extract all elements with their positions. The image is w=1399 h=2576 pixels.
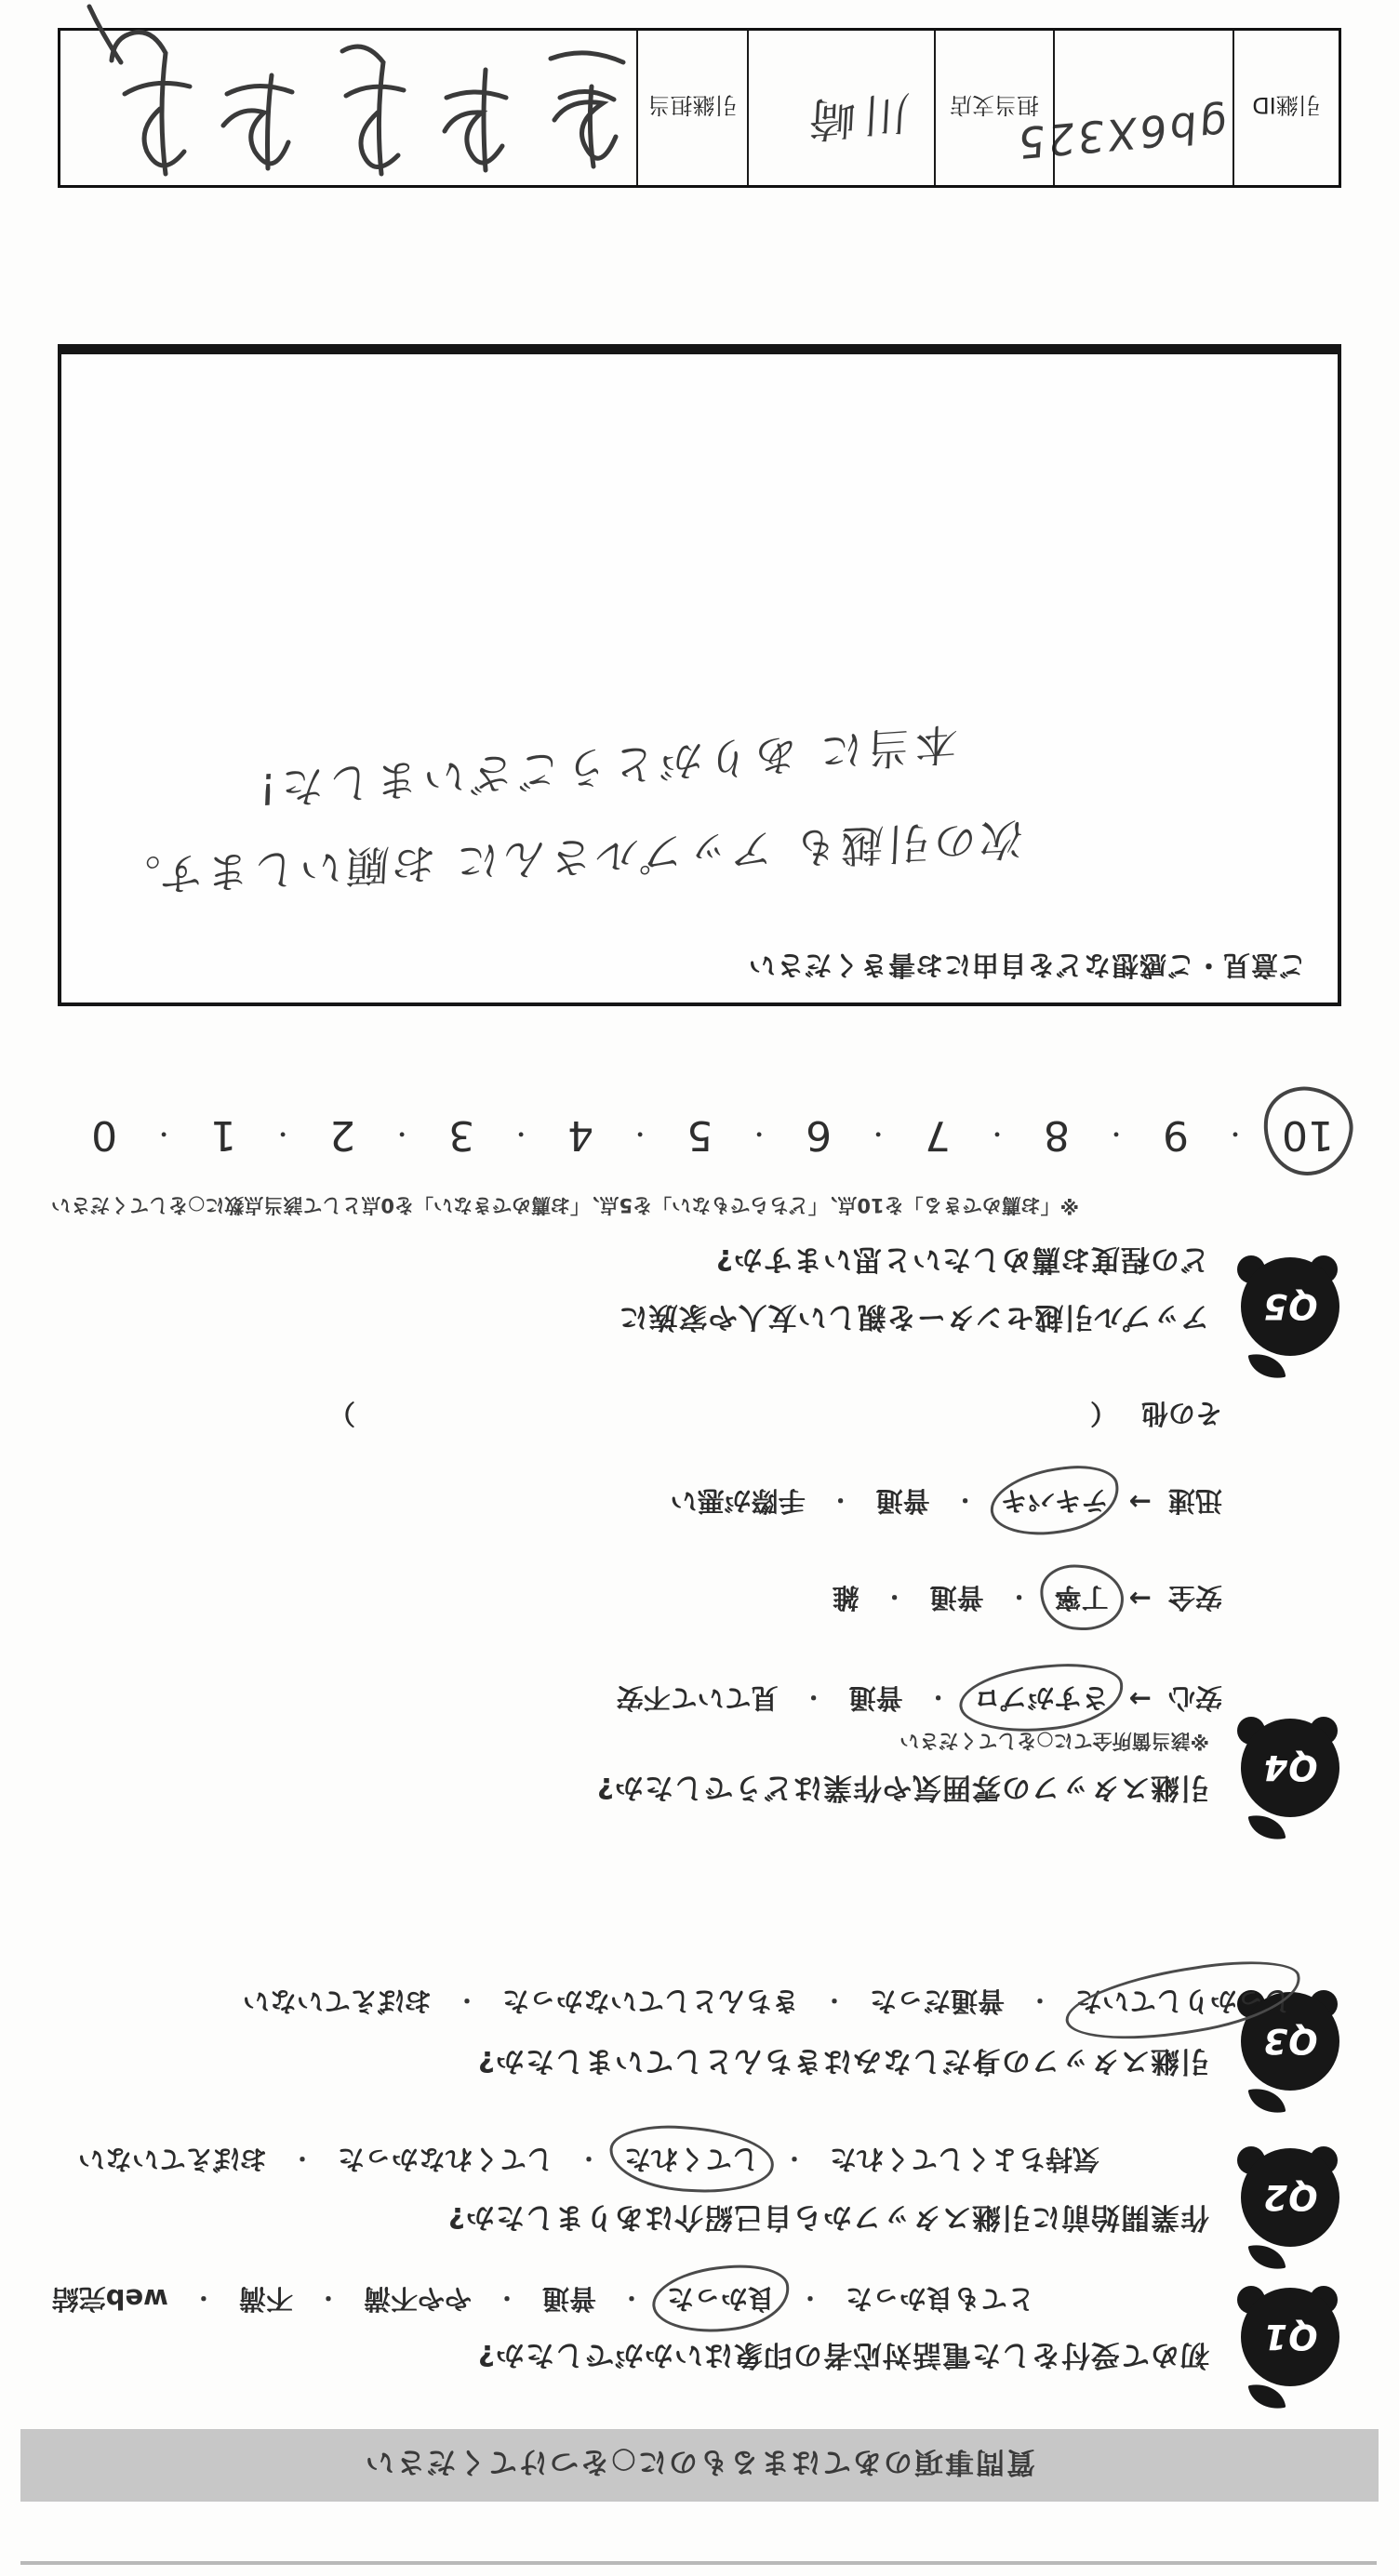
q3-option: 普通だった bbox=[869, 1985, 1005, 2017]
q1-option-circled: 良かった bbox=[667, 2281, 775, 2319]
q2-option: 気持ちよくしてくれた bbox=[829, 2144, 1099, 2175]
comment-box-header: ご意見・ご感想などを自由にお書きください bbox=[747, 949, 1306, 981]
arrow-icon: → bbox=[1128, 1583, 1152, 1615]
handover-id-value: gb6X325 bbox=[1055, 31, 1234, 185]
q4-row-anzen: 安全 → 丁寧 ・ 普通 ・ 雑 bbox=[833, 1580, 1222, 1618]
scan-edge-artifact bbox=[20, 2561, 1377, 2565]
branch-value: 川崎 bbox=[749, 31, 936, 185]
branch-label: 担当支店 bbox=[936, 31, 1055, 185]
q5-title-line1: アップル引越センターを親しい友人や家族に bbox=[618, 1300, 1209, 1334]
q2-option: してくれなかった bbox=[337, 2144, 553, 2175]
q2-option-circled: してくれた bbox=[624, 2142, 759, 2180]
q5-badge-apple-icon bbox=[1235, 1255, 1339, 1380]
q3-options: しっかりしていた ・ 普通だった ・ きちんとしていなかった ・ おぼえていない bbox=[243, 1984, 1291, 2022]
q1-badge-label: Q1 bbox=[1262, 2317, 1318, 2357]
q4-row1-option-circled: さすがプロ bbox=[974, 1680, 1109, 1719]
q4-title: 引継スタッフの雰囲気や作業はどうでしたか? bbox=[596, 1771, 1209, 1804]
q5-score-circled: 10 bbox=[1282, 1111, 1334, 1159]
header-banner bbox=[20, 2429, 1379, 2502]
handover-staff-signature bbox=[60, 31, 638, 185]
q5-score-scale: 10 ・ 9 ・ 8 ・ 7 ・ 6 ・ 5 ・ 4 ・ 3 ・ 2 ・ 1 ・ 0 bbox=[91, 1111, 1334, 1159]
q1-option: 不満 bbox=[238, 2283, 293, 2315]
q3-title: 引継スタッフの身だしなみはきちんとしていましたか? bbox=[477, 2044, 1209, 2078]
q1-options: とても良かった ・ 良かった ・ 普通 ・ やや不満 ・ 不満 ・ web完結 bbox=[52, 2281, 1034, 2319]
q5-note: ※「お薦めできる」を10点、「どちらでもない」を5点、「お薦めできない」を0点として該当点数に○をしてください bbox=[51, 1194, 1079, 1216]
q4-note: ※該当箇所全てに○をしてください bbox=[899, 1730, 1209, 1752]
q3-option: きちんとしていなかった bbox=[501, 1985, 799, 2017]
q1-title: 初めて受付をした電話対応者の印象はいかがでしたか? bbox=[477, 2338, 1209, 2371]
q2-option: おぼえていない bbox=[77, 2144, 267, 2175]
comment-box bbox=[58, 344, 1341, 1006]
q1-option: 普通 bbox=[541, 2283, 596, 2315]
q4-row-jinsoku: 迅速 → テキパキ ・ 普通 ・ 手際が悪い bbox=[671, 1483, 1222, 1521]
q3-badge-label: Q3 bbox=[1262, 2021, 1318, 2062]
q1-badge-apple-icon bbox=[1235, 2286, 1339, 2410]
q4-badge-apple-icon bbox=[1235, 1717, 1339, 1841]
q4-badge-label: Q4 bbox=[1262, 1747, 1318, 1788]
handover-id-label: 引継ID bbox=[1252, 92, 1321, 119]
q4-row2-option-circled: 丁寧 bbox=[1055, 1580, 1109, 1618]
arrow-icon: → bbox=[1128, 1683, 1152, 1716]
q3-option: おぼえていない bbox=[242, 1985, 432, 2017]
q2-title: 作業開始前に引継スタッフから自己紹介はありましたか? bbox=[447, 2200, 1209, 2234]
banner-text: 質問事項のあてはまるものに○をつけてください bbox=[363, 2445, 1036, 2479]
q4-row-other: その他 （ ） bbox=[327, 1398, 1222, 1429]
handover-staff-label: 引継担当 bbox=[638, 31, 749, 185]
q5-title-line2: どの程度お薦めしたいと思いますか? bbox=[715, 1242, 1209, 1276]
q2-badge-label: Q2 bbox=[1262, 2177, 1318, 2218]
illegible-signature-scribble bbox=[47, 0, 642, 202]
q1-option: とても良かった bbox=[845, 2283, 1034, 2315]
q1-option: やや不満 bbox=[363, 2283, 472, 2315]
q4-row-anshin: 安心 → さすがプロ ・ 普通 ・ 見ていて不安 bbox=[617, 1680, 1222, 1719]
q1-option: web完結 bbox=[51, 2283, 168, 2315]
q5-badge-label: Q5 bbox=[1262, 1286, 1318, 1327]
q2-badge-apple-icon bbox=[1235, 2146, 1339, 2271]
arrow-icon: → bbox=[1128, 1486, 1152, 1519]
footer-table bbox=[58, 28, 1341, 188]
q2-options: 気持ちよくしてくれた ・ してくれた ・ してくれなかった ・ おぼえていない bbox=[78, 2142, 1099, 2180]
q4-row3-option-circled: テキパキ bbox=[1001, 1483, 1109, 1521]
q3-option-circled: しっかりしていた bbox=[1075, 1984, 1291, 2022]
handwritten-comment-line2: 本当に ありがとうございました! bbox=[253, 717, 959, 816]
handwritten-comment-line1: 次の引越も アップルさんに お願いします。 bbox=[112, 813, 1024, 902]
